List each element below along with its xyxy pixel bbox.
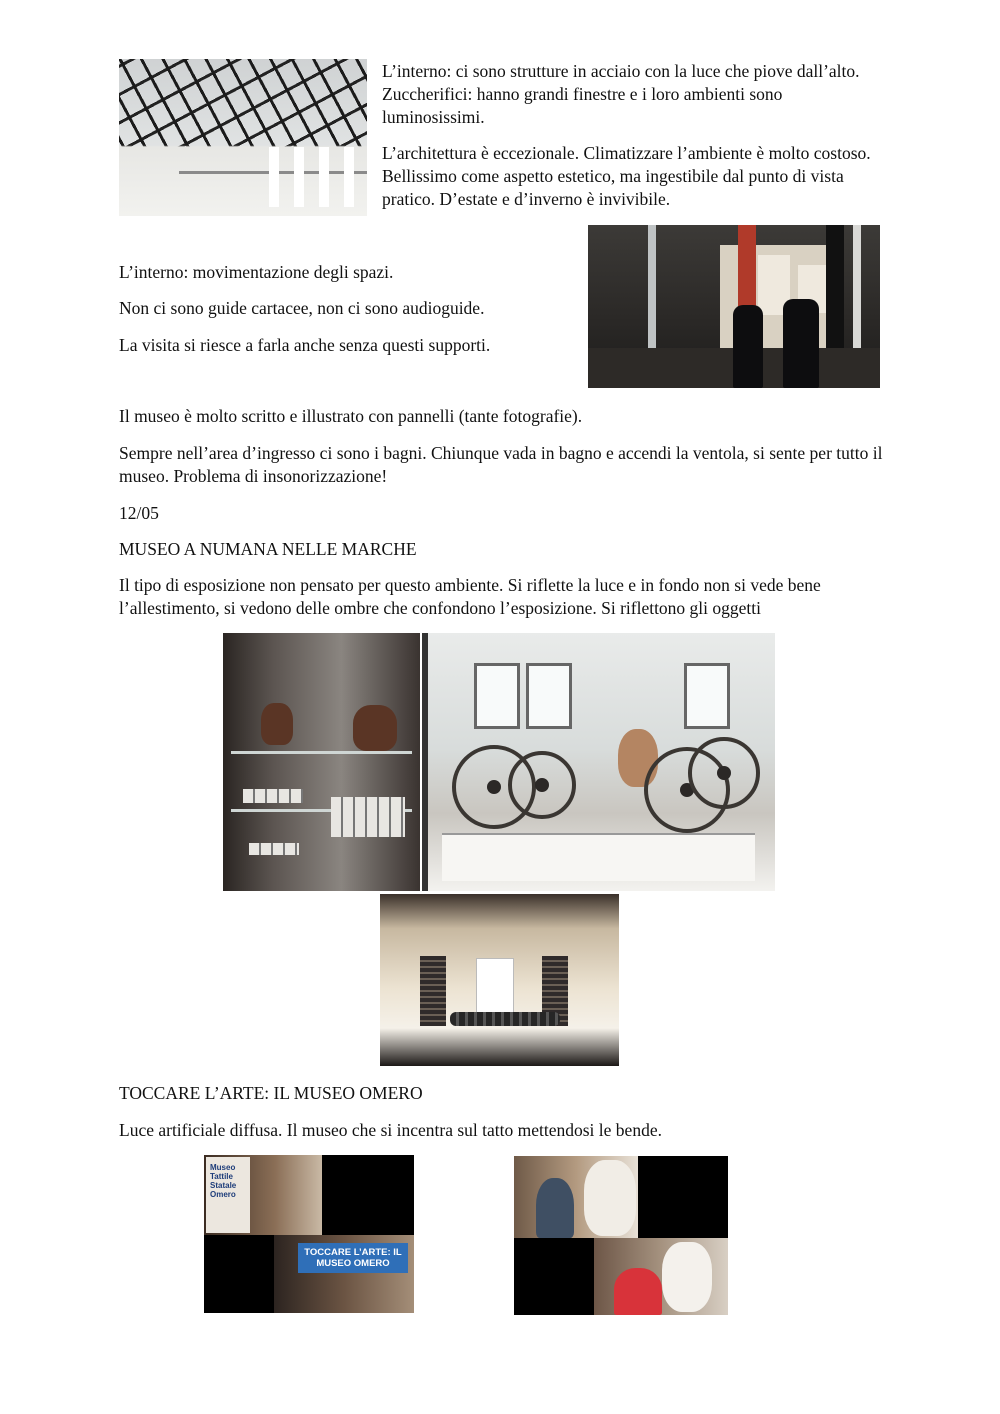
section1-paragraph-2: L’architettura è eccezionale. Climatizzare l’ambiente è molto costoso. Bellissimo come aspetto estetico, ma ingestibile dal punto di vista pratico. D’estate e d’inverno è invivibile.: [382, 143, 871, 209]
numana-paragraph: Il tipo di esposizione non pensato per questo ambiente. Si riflette la luce e in fondo non si vede bene l’allestimento, si vedono delle ombre che confondono l’esposizione. Si riflettono gli oggetti: [119, 575, 821, 618]
video-sign-text: Museo Tattile Statale Omero: [210, 1163, 237, 1199]
date-label: 12/05: [119, 503, 159, 523]
touching-sculpture-video-still: [514, 1156, 728, 1315]
section1-paragraph-1: L’interno: ci sono strutture in acciaio con la luce che piove dall’alto. Zuccherifici: hanno grandi finestre e i loro ambienti sono luminosissimi.: [382, 61, 860, 127]
jewelry-case-photo: [380, 894, 619, 1066]
chariot-wheels-photo: [422, 633, 775, 891]
section3-paragraph-2: Sempre nell’area d’ingresso ci sono i bagni. Chiunque vada in bagno e accendi la ventola, si sente per tutto il museo. Problema di insonorizzazione!: [119, 443, 883, 486]
section2-paragraph-2: Non ci sono guide cartacee, non ci sono audioguide.: [119, 298, 485, 318]
omero-paragraph: Luce artificiale diffusa. Il museo che si incentra sul tatto mettendosi le bende.: [119, 1120, 662, 1140]
section3-paragraph-1: Il museo è molto scritto e illustrato con pannelli (tante fotografie).: [119, 406, 583, 426]
numana-heading: MUSEO A NUMANA NELLE MARCHE: [119, 539, 417, 559]
steel-roof-photo: [119, 59, 367, 216]
section2-paragraph-3: La visita si riesce a farla anche senza questi supporti.: [119, 335, 491, 355]
section2-paragraph-1: L’interno: movimentazione degli spazi.: [119, 262, 394, 282]
gallery-visitors-photo: [588, 225, 880, 388]
museo-omero-video-still: [204, 1155, 414, 1313]
omero-heading: TOCCARE L’ARTE: IL MUSEO OMERO: [119, 1083, 423, 1103]
video-banner: TOCCARE L’ARTE: IL MUSEO OMERO: [298, 1243, 408, 1273]
display-case-photo: [223, 633, 420, 891]
